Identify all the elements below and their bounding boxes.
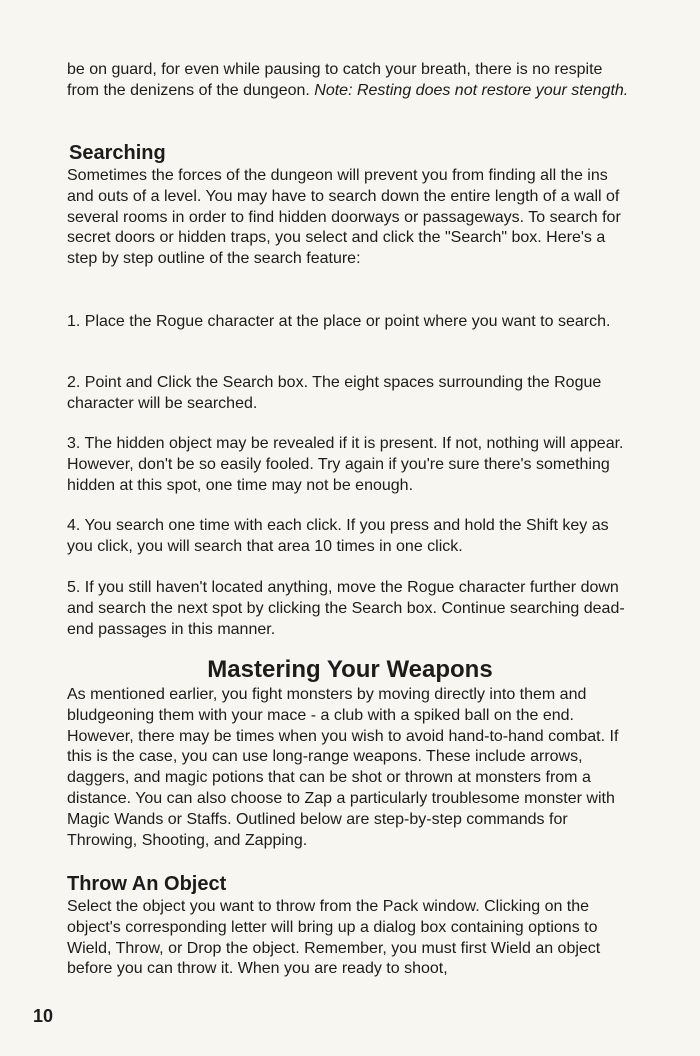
search-step-5: 5. If you still haven't located anything, move the Rogue character further down and search the next spot by clicking the Search box. Continue searching dead-end passages in this manner. — [67, 579, 625, 638]
search-step-2: 2. Point and Click the Search box. The eight spaces surrounding the Rogue character will be searched. — [67, 374, 602, 412]
searching-intro: Sometimes the forces of the dungeon will prevent you from finding all the ins and outs of a level. You may have to search down the entire length of a wall of several rooms in order to find hidden doorways or passageways. To search for secret doors or hidden traps, you select and click the "Search" box. Here's a step by step outline of the search feature: — [67, 167, 621, 268]
search-step-1: 1. Place the Rogue character at the place or point where you want to search. — [67, 313, 611, 330]
resting-note: Note: Resting does not restore your stength. — [314, 81, 629, 99]
throw-paragraph: Select the object you want to throw from the Pack window. Clicking on the object's corresponding letter will bring up a dialog box containing options to Wield, Throw, or Drop the object. Remember, you must first Wield an object before you can throw it. When you are ready to shoot, — [67, 898, 601, 978]
search-step-4: 4. You search one time with each click. If you press and hold the Shift key as you click, you will search that area 10 times in one click. — [67, 517, 609, 555]
searching-heading: Searching — [69, 142, 166, 164]
intro-text: be on guard, for even while pausing to catch your breath, there is no respite from the denizens of the dungeon. — [67, 61, 603, 99]
throw-heading: Throw An Object — [67, 873, 227, 895]
search-step-3: 3. The hidden object may be revealed if it is present. If not, nothing will appear. However, don't be so easily fooled. Try again if you're sure there's something hidden at this spot, one time may not be enough. — [67, 435, 624, 494]
weapons-heading: Mastering Your Weapons — [207, 656, 493, 683]
page-number: 10 — [33, 1006, 54, 1026]
weapons-paragraph: As mentioned earlier, you fight monsters by moving directly into them and bludgeoning them with your mace - a club with a spiked ball on the end. However, there may be times when you wish to avoid hand-to-hand combat. If this is the case, you can use long-range weapons. These include arrows, daggers, and magic potions that can be shot or thrown at monsters from a distance. You can also choose to Zap a particularly troublesome monster with Magic Wands or Staffs. Outlined below are step-by-step commands for Throwing, Shooting, and Zapping. — [67, 686, 619, 849]
intro-paragraph — [67, 60, 633, 102]
